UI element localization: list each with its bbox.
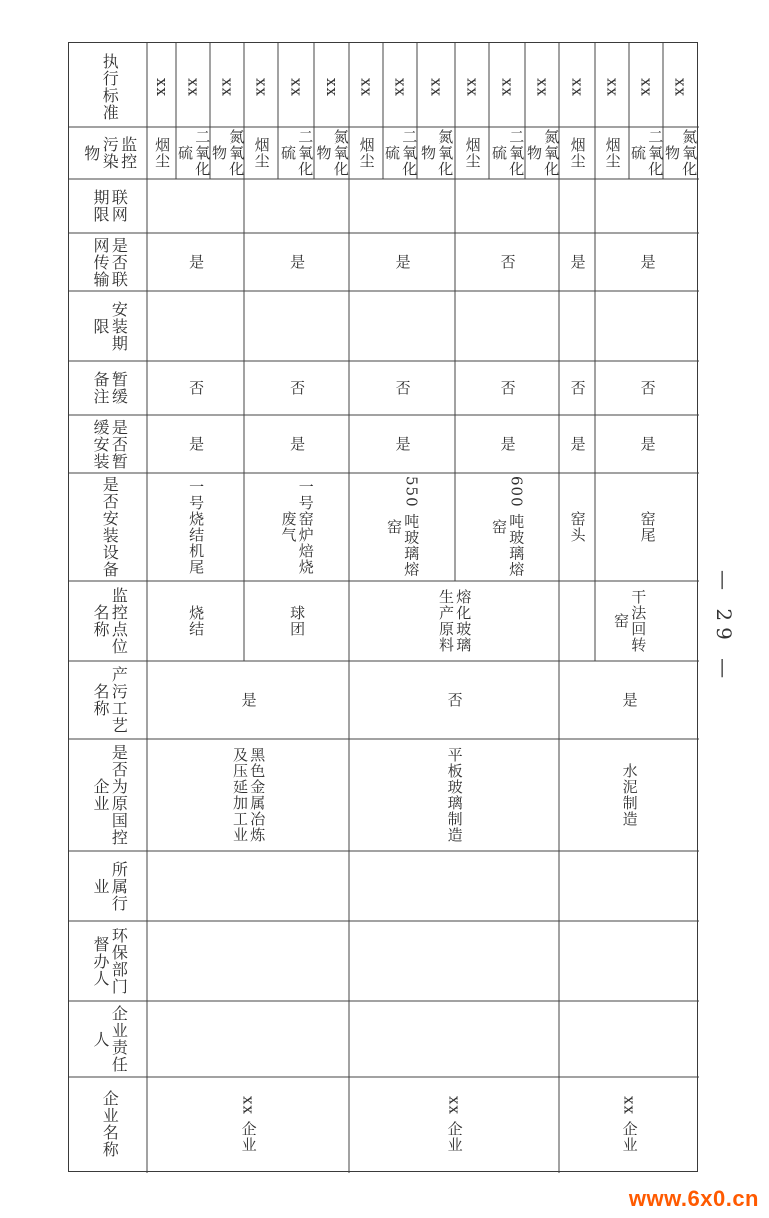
process-cell: 熔化玻璃生产原料: [437, 589, 473, 653]
standard-cell: xx: [463, 77, 482, 97]
standard-cell: xx: [153, 77, 172, 97]
pollutant-cell: 氮氧化物: [210, 129, 246, 177]
networked-cell: 是: [568, 254, 587, 270]
standard-cell: xx: [533, 77, 552, 97]
deferred-cell: 否: [498, 380, 517, 396]
state-controlled-cell: 是: [620, 692, 639, 708]
pollutant-cell: 烟尘: [252, 137, 271, 169]
header-pollutant: 监控污染物: [81, 136, 138, 170]
monitor-point-cell: 600 吨玻璃熔窑: [490, 476, 526, 578]
header-deferred: 是否暂缓安装: [91, 418, 129, 470]
pollutant-cell: 二氧化硫: [279, 129, 315, 177]
industry-cell: 水泥制造: [620, 763, 639, 827]
pollutant-cell: 氮氧化物: [525, 129, 561, 177]
pollutant-cell: 烟尘: [568, 137, 587, 169]
monitoring-table: [68, 42, 698, 1172]
standard-cell: xx: [498, 77, 517, 97]
header-network-deadline: 联网期限: [91, 189, 129, 223]
standard-cell: xx: [323, 77, 342, 97]
installed-cell: 是: [288, 436, 307, 452]
page-number: — 29 —: [712, 570, 736, 685]
standard-cell: xx: [427, 77, 446, 97]
pollutant-cell: 二氧化硫: [176, 129, 212, 177]
standard-cell: xx: [568, 77, 587, 97]
networked-cell: 是: [638, 254, 657, 270]
pollutant-cell: 二氧化硫: [490, 129, 526, 177]
networked-cell: 否: [498, 254, 517, 270]
standard-cell: xx: [287, 77, 306, 97]
header-industry: 所属行业: [91, 860, 129, 912]
process-cell: 球团: [288, 605, 307, 637]
pollutant-cell: 烟尘: [463, 137, 482, 169]
deferred-cell: 否: [638, 380, 657, 396]
state-controlled-cell: 否: [445, 692, 464, 708]
pollutant-cell: 烟尘: [603, 137, 622, 169]
standard-cell: xx: [391, 77, 410, 97]
header-responsible: 企业责任人: [91, 1005, 129, 1073]
standard-cell: xx: [637, 77, 656, 97]
monitor-point-cell: 一号窑炉焙烧废气: [279, 479, 315, 575]
deferred-cell: 否: [568, 380, 587, 396]
deferred-cell: 否: [187, 380, 206, 396]
process-cell: 干法回转窑: [612, 589, 648, 653]
process-cell: 烧结: [187, 605, 206, 637]
header-networked: 是否联网传输: [91, 236, 129, 288]
standard-cell: xx: [252, 77, 271, 97]
installed-cell: 是: [187, 436, 206, 452]
pollutant-cell: 二氧化硫: [629, 129, 665, 177]
header-installed: 是否安装设备: [100, 476, 120, 578]
header-company-name: 企业名称: [100, 1090, 120, 1158]
state-controlled-cell: 是: [239, 692, 258, 708]
industry-cell: 黑色金属冶炼及压延加工业: [231, 747, 267, 843]
pollutant-cell: 烟尘: [153, 137, 172, 169]
header-process: 产污工艺名称: [91, 666, 129, 734]
company-cell: xx 企业: [239, 1095, 258, 1153]
monitor-point-cell: 窑头: [568, 511, 587, 543]
company-cell: xx 企业: [445, 1095, 464, 1153]
monitor-point-cell: 窑尾: [638, 511, 657, 543]
header-deferred-note: 暂缓备注: [91, 371, 129, 405]
installed-cell: 是: [568, 436, 587, 452]
pollutant-cell: 烟尘: [357, 137, 376, 169]
industry-cell: 平板玻璃制造: [445, 747, 464, 843]
standard-cell: xx: [603, 77, 622, 97]
company-cell: xx 企业: [620, 1095, 639, 1153]
monitor-point-cell: 550 吨玻璃熔窑: [385, 476, 421, 578]
standard-cell: xx: [218, 77, 237, 97]
standard-cell: xx: [671, 77, 690, 97]
installed-cell: 是: [638, 436, 657, 452]
pollutant-cell: 氮氧化物: [663, 129, 699, 177]
pollutant-cell: 氮氧化物: [314, 129, 350, 177]
header-standard: 执行标准: [100, 53, 120, 121]
watermark: www.6x0.cn: [628, 1186, 759, 1211]
networked-cell: 是: [288, 254, 307, 270]
networked-cell: 是: [187, 254, 206, 270]
standard-cell: xx: [184, 77, 203, 97]
networked-cell: 是: [393, 254, 412, 270]
standard-cell: xx: [357, 77, 376, 97]
header-install-deadline: 安装期限: [91, 300, 129, 352]
header-state-controlled: 是否为原国控企业: [91, 744, 129, 846]
monitor-point-cell: 一号烧结机尾: [187, 479, 206, 575]
pollutant-cell: 氮氧化物: [419, 129, 455, 177]
installed-cell: 是: [393, 436, 412, 452]
header-supervisor: 环保部门督办人: [91, 927, 129, 995]
deferred-cell: 否: [288, 380, 307, 396]
deferred-cell: 否: [393, 380, 412, 396]
pollutant-cell: 二氧化硫: [383, 129, 419, 177]
installed-cell: 是: [498, 436, 517, 452]
header-monitor-point: 监控点位名称: [91, 587, 129, 655]
